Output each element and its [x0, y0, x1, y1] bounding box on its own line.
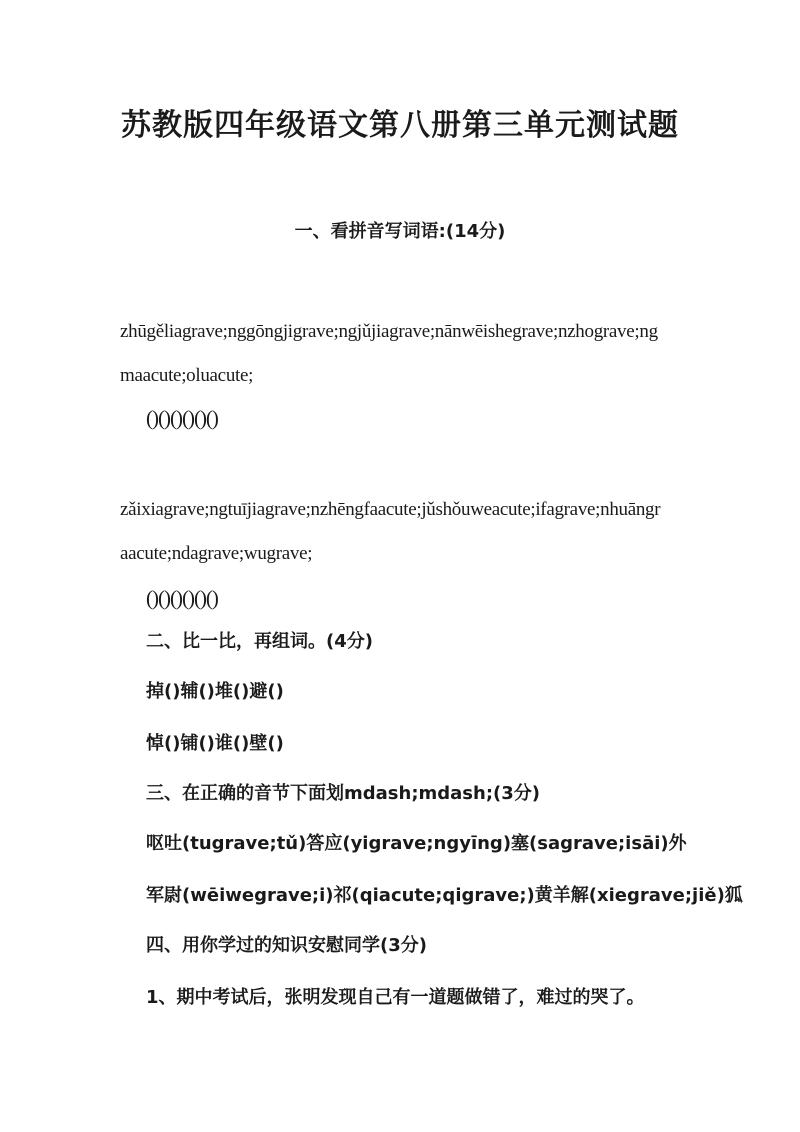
pinyin-line-2a: zǎixiagrave;ngtuījiagrave;nzhēngfaacute;jǔshǒuweacute;ifagrave;nhuāngr	[120, 499, 661, 520]
pinyin-line-1b: maacute;oluacute;	[120, 365, 254, 386]
answer-blanks-2: ()()()()()()	[146, 586, 218, 610]
compare-row-2: 悼()铺()谁()壁()	[146, 733, 284, 754]
pinyin-line-1a: zhūgěliagrave;nggōngjigrave;ngjǔjiagrave;nānwēishegrave;nzhograve;ng	[120, 321, 658, 342]
syllable-row-1: 呕吐(tugrave;tǔ)答应(yigrave;ngyīng)塞(sagrave;isāi)外	[146, 833, 687, 854]
compare-row-1: 掉()辅()堆()避()	[146, 681, 284, 702]
section-2-heading: 二、比一比，再组词。(4分)	[146, 631, 373, 652]
question-item-1: 1、期中考试后，张明发现自己有一道题做错了，难过的哭了。	[146, 987, 645, 1008]
section-1-heading: 一、看拼音写词语:(14分)	[294, 221, 506, 242]
syllable-row-2: 军尉(wēiwegrave;i)祁(qiacute;qigrave;)黄羊解(xiegrave;jiě)狐	[146, 885, 743, 906]
section-3-heading: 三、在正确的音节下面划mdash;mdash;(3分)	[146, 783, 541, 804]
page-title: 苏教版四年级语文第八册第三单元测试题	[121, 108, 679, 143]
section-4-heading: 四、用你学过的知识安慰同学(3分)	[146, 935, 427, 956]
pinyin-line-2b: aacute;ndagrave;wugrave;	[120, 543, 313, 564]
answer-blanks-1: ()()()()()()	[146, 406, 218, 430]
